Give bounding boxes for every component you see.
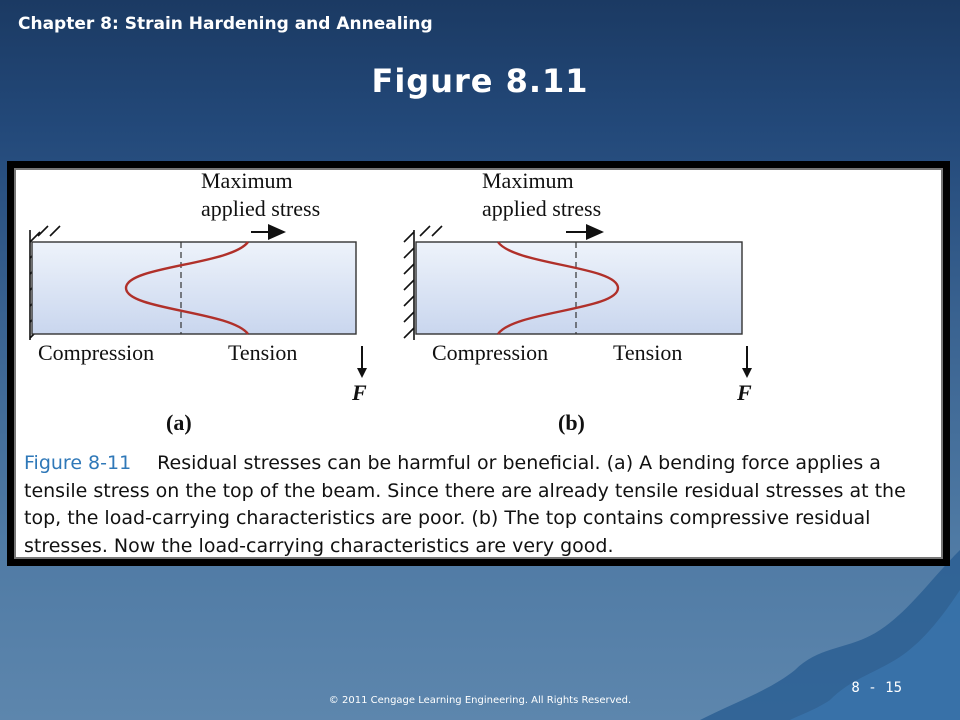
page-number: 8 - 15 <box>851 680 902 696</box>
panel-b-beam <box>416 242 742 334</box>
panel-a-label-applied-stress: applied stress <box>201 196 321 221</box>
figure-caption-text: Residual stresses can be harmful or beneficial. (a) A bending force applies a tensile stress on the top of the beam. Since there are already tensile residual stresses at the top, the load-carrying characteristics are poor. (b) The top contains compressive residual stresses. Now the load-carrying characteristics are very good. <box>24 452 906 557</box>
panel-a-label-maximum: Maximum <box>201 170 293 193</box>
residual-stress-diagram <box>16 170 941 440</box>
panel-a-beam <box>32 242 356 334</box>
panel-a <box>30 170 367 435</box>
panel-a-force-label: F <box>352 380 367 405</box>
chapter-header: Chapter 8: Strain Hardening and Annealing <box>18 14 433 34</box>
panel-b-force-label: F <box>737 380 752 405</box>
panel-a-caption-label: (a) <box>166 410 192 435</box>
panel-b-label-maximum: Maximum <box>482 170 574 193</box>
figure-content <box>14 168 943 559</box>
figure-caption-label: Figure 8-11 <box>24 452 132 474</box>
panel-b-compression-label: Compression <box>432 340 549 365</box>
copyright-notice: © 2011 Cengage Learning Engineering. All Rights Reserved. <box>328 695 632 706</box>
panel-a-compression-label: Compression <box>38 340 155 365</box>
panel-b <box>404 170 752 435</box>
panel-b-tension-label: Tension <box>613 340 683 365</box>
slide-title: Figure 8.11 <box>371 62 589 100</box>
panel-a-tension-label: Tension <box>228 340 298 365</box>
figure-caption <box>24 450 944 560</box>
panel-b-caption-label: (b) <box>558 410 585 435</box>
figure-frame <box>7 161 950 566</box>
panel-b-label-applied-stress: applied stress <box>482 196 602 221</box>
panel-b-force-arrowhead <box>742 368 752 378</box>
panel-a-force-arrowhead <box>357 368 367 378</box>
